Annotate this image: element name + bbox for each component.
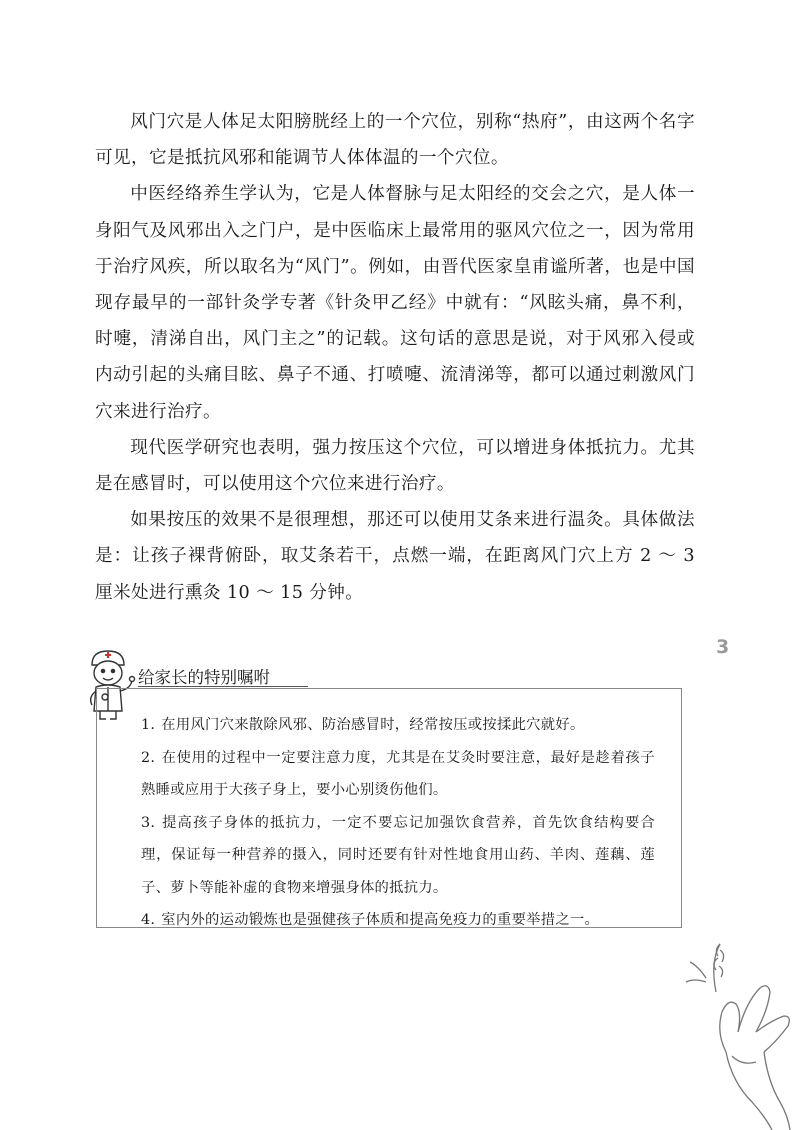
tips-title: 给家长的特别嘱咐 [138,668,270,687]
paragraph-1: 风门穴是人体足太阳膀胱经上的一个穴位，别称“热府”，由这两个名字可见，它是抵抗风邪和能调节人体体温的一个穴位。 [95,112,695,169]
main-text [95,104,695,611]
hand-wheat-illustration [676,932,800,1130]
page-number: 3 [716,636,730,658]
paragraph-2: 中医经络养生学认为，它是人体督脉与足太阳经的交会之穴，是人体一身阳气及风邪出入之门户，是中医临床上最常用的驱风穴位之一，因为常用于治疗风疾，所以取名为“风门”。例如，由晋代医家皇甫谧所著，也是中国现存最早的一部针灸学专著《针灸甲乙经》中就有：“风眩头痛，鼻不利，时嚏，清涕自出，风门主之”的记载。这句话的意思是说，对于风邪入侵或内动引起的头痛目眩、鼻子不通、打喷嚏、流清涕等，都可以通过刺激风门穴来进行治疗。 [95,184,695,422]
tip-item-1: 1. 在用风门穴来散除风邪、防治感冒时，经常按压或按揉此穴就好。 [141,717,585,733]
paragraph-4: 如果按压的效果不是很理想，那还可以使用艾条来进行温灸。具体做法是：让孩子裸背俯卧，取艾条若干，点燃一端，在距离风门穴上方 2 ～ 3 厘米处进行熏灸 10 ～ 15 分钟。 [95,510,695,603]
tip-item-4: 4. 室内外的运动锻炼也是强健孩子体质和提高免疫力的重要举措之一。 [141,912,600,928]
paragraph-3: 现代医学研究也表明，强力按压这个穴位，可以增进身体抵抗力。尤其是在感冒时，可以使用这个穴位来进行治疗。 [95,437,695,495]
tips-title-underline [138,686,308,687]
tips-box [96,688,682,928]
tips-list [141,709,655,937]
tip-item-2: 2. 在使用的过程中一定要注意力度，尤其是在艾灸时要注意，最好是趁着孩子熟睡或应用于大孩子身上，要小心别烫伤他们。 [141,749,655,798]
tip-item-3: 3. 提高孩子身体的抵抗力，一定不要忘记加强饮食营养，首先饮食结构要合理，保证每一种营养的摄入，同时还要有针对性地食用山药、羊肉、莲藕、莲子、萝卜等能补虚的食物来增强身体的抵抗力。 [141,814,655,896]
